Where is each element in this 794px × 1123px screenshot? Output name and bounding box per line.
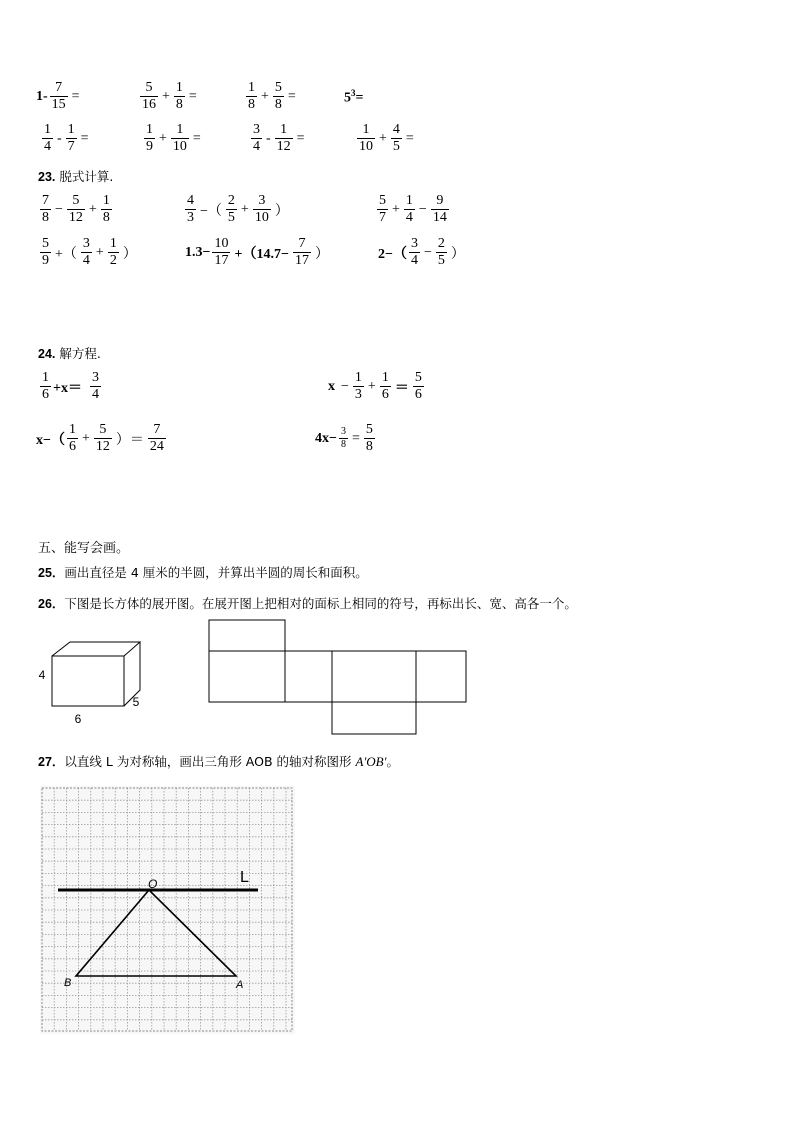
fraction: $\frac{5}{8}$ <box>365 422 373 454</box>
q27: 27．以直线 L 为对称轴，画出三角形 AOB 的轴对称图形 A′OB′。 <box>38 754 399 769</box>
q24-eq-2: x − $\frac{1}{3}$ + $\frac{1}{6}$ ＝ $\frac{5}{6}$ <box>328 370 422 402</box>
cuboid-length-label: 6 <box>74 712 82 726</box>
fraction: $\frac{10}{17}$ <box>214 236 229 268</box>
q23-expr-3: $\frac{5}{7}$ + $\frac{1}{4}$ − $\frac{9}{14}$ <box>379 193 447 225</box>
fraction: $\frac{1}{4}$ <box>44 122 51 154</box>
q23-expr-1: $\frac{7}{8}$ − $\frac{5}{12}$ + $\frac{1}{8}$ <box>42 193 110 225</box>
cuboid-figure <box>30 636 160 732</box>
fraction: $\frac{5}{9}$ <box>42 236 49 268</box>
fraction: $\frac{5}{12}$ <box>95 422 110 454</box>
q26: 26．下图是长方体的展开图。在展开图上把相对的面标上相同的符号，再标出长、宽、高各一个。 <box>38 596 577 611</box>
fraction: $\frac{3}{4}$ <box>253 122 260 154</box>
fraction: $\frac{1}{10}$ <box>359 122 373 154</box>
fraction: $\frac{1}{3}$ <box>354 370 362 402</box>
fraction: $\frac{1}{8}$ <box>175 80 183 112</box>
net-face-right <box>416 651 466 702</box>
net-face-left <box>209 651 285 702</box>
fraction: $\frac{1}{12}$ <box>276 122 291 154</box>
fraction: $\frac{3}{4}$ <box>410 236 418 268</box>
fraction: $\frac{1}{8}$ <box>102 193 110 225</box>
fraction: $\frac{3}{8}$ <box>340 426 346 450</box>
fraction: $\frac{3}{4}$ <box>82 236 90 268</box>
fraction: $\frac{1}{8}$ <box>248 80 255 112</box>
fraction: $\frac{4}{3}$ <box>187 193 194 225</box>
oral-calc-r1c3: $\frac{1}{8}$ + $\frac{5}{8}$ = <box>248 80 296 112</box>
net-face-top <box>209 620 285 651</box>
net-face-bottom <box>332 702 416 734</box>
fraction: $\frac{5}{8}$ <box>274 80 282 112</box>
oral-calc-r1c4: $5^3=$ <box>344 88 364 106</box>
net-face-mid-1 <box>285 651 332 702</box>
q24-title: 24. 解方程. <box>38 346 101 361</box>
point-label-b: B <box>64 977 72 989</box>
fraction: $\frac{5}{12}$ <box>68 193 83 225</box>
cuboid-height-label: 4 <box>38 668 46 682</box>
fraction: $\frac{5}{16}$ <box>142 80 156 112</box>
q23-expr-4: $\frac{5}{9}$ +（ $\frac{3}{4}$ + $\frac{1}{2}$ ） <box>42 236 137 268</box>
fraction: $\frac{5}{6}$ <box>414 370 422 402</box>
oral-calc-r2c2: $\frac{1}{9}$ + $\frac{1}{10}$ = <box>146 122 201 154</box>
oral-calc-r2c1: $\frac{1}{4}$ - $\frac{1}{7}$ = <box>44 122 89 154</box>
cuboid-width-label: 5 <box>132 695 140 709</box>
oral-calc-r1c1: 1- $\frac{7}{15}$ = <box>36 80 80 112</box>
oral-calc-r2c3: $\frac{3}{4}$ - $\frac{1}{12}$ = <box>253 122 305 154</box>
fraction: $\frac{1}{9}$ <box>146 122 153 154</box>
fraction: $\frac{2}{5}$ <box>437 236 445 268</box>
q23-expr-5: 1.3− $\frac{10}{17}$ +（14.7− $\frac{7}{17}$ ） <box>185 236 329 268</box>
oral-calc-r2c4: $\frac{1}{10}$ + $\frac{4}{5}$ = <box>359 122 414 154</box>
fraction: $\frac{1}{7}$ <box>67 122 75 154</box>
lead: 1- <box>36 88 48 104</box>
axis-label-l: L <box>240 869 249 886</box>
cuboid-top-face <box>52 642 140 656</box>
fraction: $\frac{3}{10}$ <box>254 193 269 225</box>
net-face-mid-2 <box>332 651 416 702</box>
cuboid-front-face <box>52 656 124 706</box>
fraction: $\frac{7}{15}$ <box>51 80 66 112</box>
fraction: $\frac{2}{5}$ <box>227 193 235 225</box>
fraction: $\frac{9}{14}$ <box>432 193 447 225</box>
section-5-title: 五、能写会画。 <box>38 541 130 556</box>
fraction: $\frac{1}{4}$ <box>405 193 413 225</box>
point-label-a: A <box>236 979 244 991</box>
q23-expr-2: $\frac{4}{3}$ −（ $\frac{2}{5}$ + $\frac{3}{10}$ ） <box>187 193 289 225</box>
grid-figure <box>40 786 295 1034</box>
q25: 25．画出直径是 4 厘米的半圆，并算出半圆的周长和面积。 <box>38 565 368 580</box>
fraction: $\frac{7}{24}$ <box>149 422 164 454</box>
fraction: $\frac{1}{10}$ <box>172 122 187 154</box>
fraction: $\frac{7}{8}$ <box>42 193 49 225</box>
q24-eq-3: x−（ $\frac{1}{6}$ + $\frac{5}{12}$ ）＝ $\frac{7}{24}$ <box>36 422 164 454</box>
q23-expr-6: 2−（ $\frac{3}{4}$ − $\frac{2}{5}$ ） <box>378 236 465 268</box>
fraction: $\frac{1}{6}$ <box>381 370 389 402</box>
fraction: $\frac{3}{4}$ <box>91 370 99 402</box>
q23-title: 23. 脱式计算. <box>38 169 114 184</box>
fraction: $\frac{1}{6}$ <box>68 422 76 454</box>
point-label-o: O <box>148 877 158 891</box>
fraction: $\frac{5}{7}$ <box>379 193 386 225</box>
fraction: $\frac{1}{6}$ <box>42 370 49 402</box>
oral-calc-r1c2: $\frac{5}{16}$ + $\frac{1}{8}$ = <box>142 80 197 112</box>
q24-eq-4: 4x− $\frac{3}{8}$ = $\frac{5}{8}$ <box>315 422 373 454</box>
fraction: $\frac{7}{17}$ <box>294 236 309 268</box>
cuboid-net-figure <box>205 616 473 740</box>
fraction: $\frac{4}{5}$ <box>392 122 400 154</box>
fraction: $\frac{1}{2}$ <box>109 236 117 268</box>
q24-eq-1: $\frac{1}{6}$ +x＝ $\frac{3}{4}$ <box>42 370 99 402</box>
